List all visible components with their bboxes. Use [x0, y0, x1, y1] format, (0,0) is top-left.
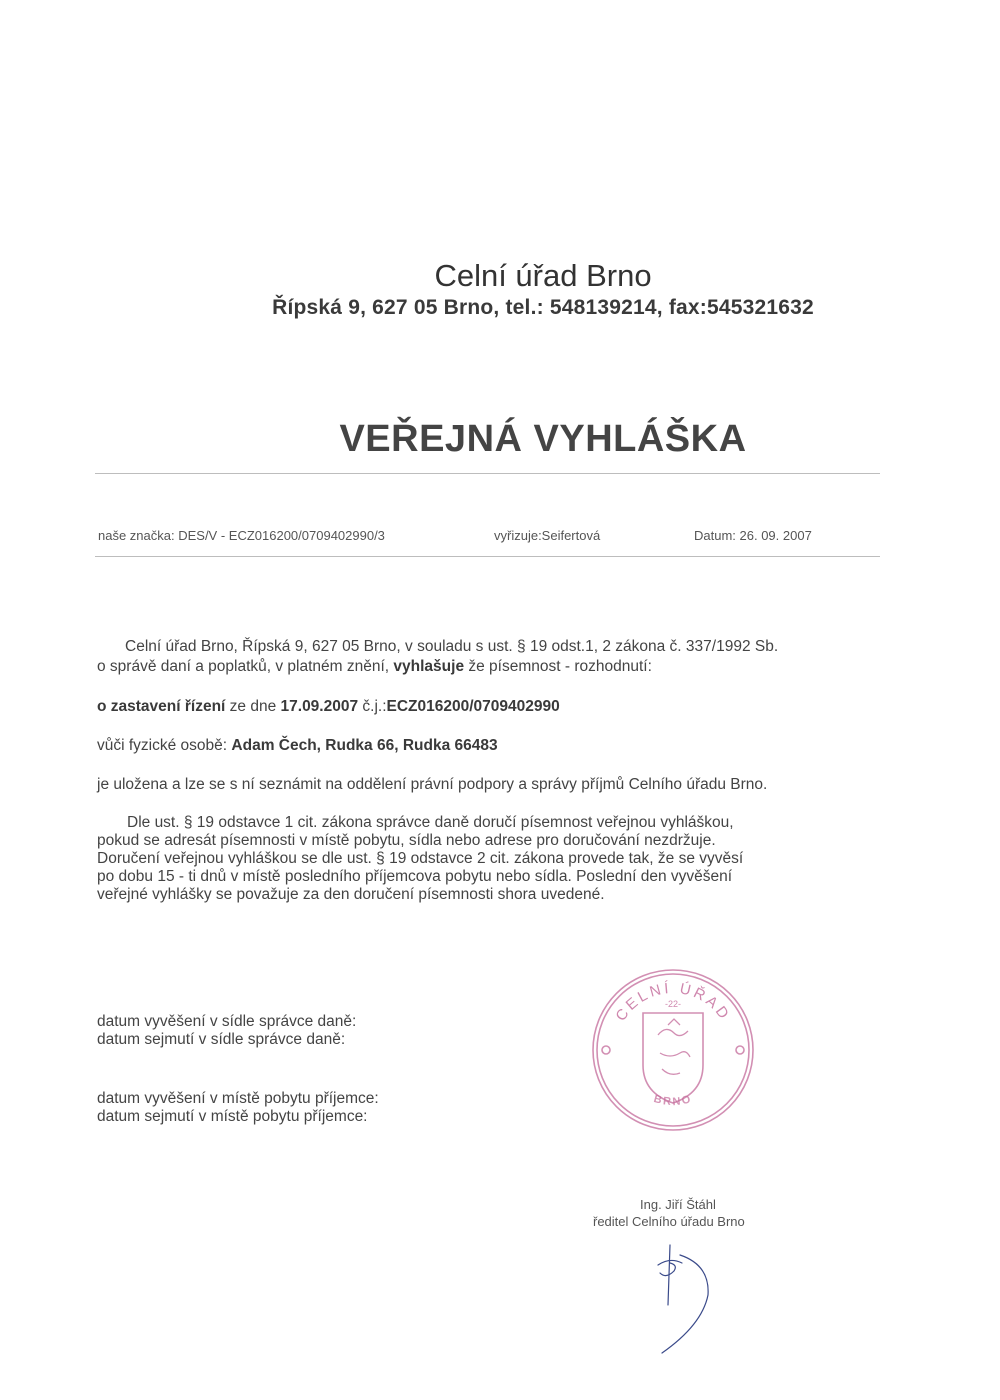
stamp-bottom-text: BRNO — [652, 1092, 694, 1109]
recipient-label: vůči fyzické osobě: — [97, 737, 232, 754]
office-name: Celní úřad Brno — [434, 258, 652, 293]
handled-by: vyřizuje:Seifertová — [494, 528, 601, 543]
decision-line — [97, 698, 560, 716]
signatory-title: ředitel Celního úřadu Brno — [593, 1214, 745, 1229]
office-address: Řípská 9, 627 05 Brno, tel.: 548139214, fax:545321632 — [272, 296, 814, 319]
decision-type: o zastavení řízení — [97, 698, 226, 715]
residence-removed-label: datum sejmutí v místě pobytu příjemce: — [97, 1108, 368, 1125]
stamp-number: -22- — [664, 999, 682, 1009]
intro-text-end: že písemnost - rozhodnutí: — [464, 658, 652, 675]
office-posted-label: datum vyvěšení v sídle správce daně: — [97, 1013, 357, 1030]
main-line: po dobu 15 - ti dnů v místě posledního příjemcova pobytu nebo sídla. Poslední den vyvěšení — [97, 868, 733, 885]
intro-line-2 — [97, 657, 887, 677]
residence-posting-dates — [97, 1090, 379, 1126]
intro-keyword: vyhlašuje — [393, 658, 465, 675]
document-title: VEŘEJNÁ VYHLÁŠKA — [339, 418, 747, 460]
handwritten-signature — [640, 1235, 730, 1355]
main-line: Doručení veřejnou vyhláškou se dle ust. § 19 odstavce 2 cit. zákona provede tak, že se vyvěsí — [97, 850, 744, 867]
main-line: pokud se adresát písemnosti v místě pobytu, sídla nebo adrese pro doručování nezdržuje. — [97, 832, 716, 849]
office-posting-dates — [97, 1013, 356, 1049]
decision-text: ze dne — [225, 698, 281, 715]
residence-posted-label: datum vyvěšení v místě pobytu příjemce: — [97, 1090, 379, 1107]
intro-text: o správě daní a poplatků, v platném znění, — [97, 658, 394, 675]
decision-ref: ECZ016200/0709402990 — [386, 698, 560, 715]
main-paragraph — [97, 814, 877, 904]
intro-paragraph — [97, 637, 887, 677]
office-removed-label: datum sejmutí v sídle správce daně: — [97, 1031, 346, 1048]
main-line: veřejné vyhlášky se považuje za den doručení písemnosti shora uvedené. — [97, 886, 605, 903]
reference-number: naše značka: DES/V - ECZ016200/0709402990/3 — [98, 528, 385, 543]
decision-ref-label: č.j.: — [358, 698, 387, 715]
meta-divider — [95, 556, 880, 557]
document-date: Datum: 26. 09. 2007 — [694, 528, 812, 543]
official-stamp — [588, 965, 758, 1135]
main-line: Dle ust. § 19 odstavce 1 cit. zákona správce daně doručí písemnost veřejnou vyhláškou, — [127, 814, 734, 831]
signatory-name: Ing. Jiří Štáhl — [640, 1197, 716, 1212]
title-divider — [95, 473, 880, 474]
recipient-line — [97, 737, 498, 755]
svg-text:BRNO — [652, 1093, 693, 1108]
intro-line-1: Celní úřad Brno, Řípská 9, 627 05 Brno, v souladu s ust. § 19 odst.1, 2 zákona č. 337/1992 Sb. — [125, 638, 779, 655]
stamp-top-text: CELNÍ ÚŘAD — [612, 979, 734, 1025]
decision-date: 17.09.2007 — [280, 698, 359, 715]
recipient-value: Adam Čech, Rudka 66, Rudka 66483 — [231, 737, 498, 754]
deposit-text: je uložena a lze se s ní seznámit na oddělení právní podpory a správy příjmů Celního úřadu Brno. — [97, 776, 768, 793]
